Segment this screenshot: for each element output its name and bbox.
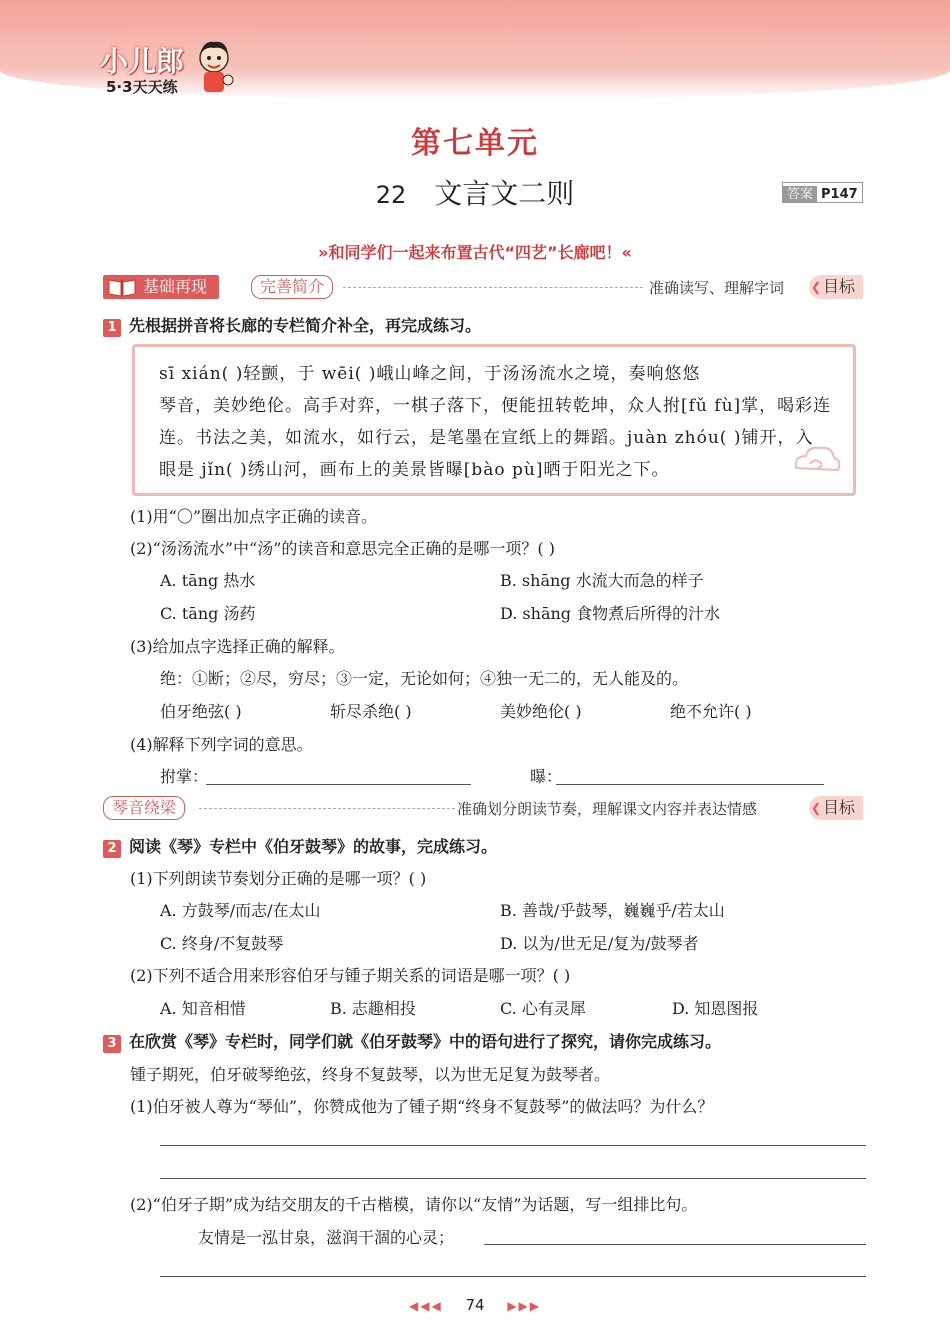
lesson-name: 文言文二则 (434, 177, 575, 210)
question-3-heading (103, 1029, 721, 1053)
option-a[interactable]: A. 方鼓琴/而志/在太山 (160, 901, 321, 920)
option-a[interactable]: A. 知音相惜 (160, 999, 246, 1018)
right-arrows-icon: ▶▶▶ (507, 1299, 542, 1313)
option-d[interactable]: D. 以为/世无足/复为/鼓琴者 (500, 934, 699, 953)
unit-title: 第七单元 (411, 126, 539, 161)
option-a[interactable]: A. tāng 热水 (160, 571, 256, 590)
question-text: 先根据拼音将长廊的专栏简介补全，再完成练习。 (129, 316, 482, 335)
left-arrows-icon: ◀◀◀ (408, 1299, 443, 1313)
option-b[interactable]: B. shāng 水流大而急的样子 (500, 571, 704, 590)
open-book-icon (107, 277, 137, 297)
mascot-boy-icon (192, 38, 236, 98)
q3-quote: 锺子期死，伯牙破琴绝弦，终身不复鼓琴，以为世无足复为鼓琴者。 (130, 1065, 611, 1084)
brand-subtitle: 5·3天天练 (106, 78, 178, 96)
goal-tag: ❮ 目标 (809, 275, 863, 299)
option-d[interactable]: D. shāng 食物煮后所得的汁水 (500, 604, 721, 623)
answer-line[interactable] (206, 784, 471, 785)
blank-item[interactable]: 斩尽杀绝( ) (330, 702, 412, 721)
q3-sub2-start: 友情是一泓甘泉，滋润干涸的心灵； (198, 1228, 455, 1247)
passage-box (132, 344, 856, 496)
option-d[interactable]: D. 知恩图报 (672, 999, 759, 1018)
question-number: 2 (103, 840, 121, 858)
blank-item[interactable]: 绝不允许( ) (670, 702, 752, 721)
answer-reference (782, 182, 863, 203)
goal-text: 准确读写、理解字词 (649, 279, 785, 297)
section-bar-basics (103, 275, 863, 301)
page-footer (0, 1296, 950, 1314)
question-2-heading (103, 834, 497, 858)
answer-line[interactable] (160, 1276, 866, 1277)
q1-sub3: (3)给加点字选择正确的解释。 (130, 637, 345, 656)
blank-item[interactable]: 伯牙绝弦( ) (160, 702, 242, 721)
q1-sub1: (1)用“〇”圈出加点字正确的读音。 (130, 507, 378, 526)
option-b[interactable]: B. 志趣相投 (330, 999, 416, 1018)
q1-sub4: (4)解释下列字词的意思。 (130, 735, 313, 754)
term-label: 拊掌： (160, 767, 209, 786)
passage-line: 琴音，美妙绝伦。高手对弈，一棋子落下，便能扭转乾坤，众人拊[fǔ fù]掌，喝彩连 (159, 396, 832, 416)
option-c[interactable]: C. 心有灵犀 (500, 999, 586, 1018)
option-c[interactable]: C. tāng 汤药 (160, 604, 256, 623)
passage-line: 眼是 jǐn( )绣山河，画布上的美景皆曝[bào pù]晒于阳光之下。 (159, 460, 670, 480)
section-tag: 琴音绕梁 (103, 796, 185, 820)
blank-item[interactable]: 美妙绝伦( ) (500, 702, 582, 721)
page-number: 74 (465, 1296, 485, 1314)
section-tag (103, 275, 219, 299)
answer-line[interactable] (556, 784, 824, 785)
option-c[interactable]: C. 终身/不复鼓琴 (160, 934, 284, 953)
answer-line[interactable] (160, 1145, 866, 1146)
q2-sub2: (2)下列不适合用来形容伯牙与锺子期关系的词语是哪一项？( ) (130, 966, 571, 985)
activity-banner: »和同学们一起来布置古代“四艺”长廊吧！« (318, 243, 632, 262)
brand-logo: 小儿郎 (100, 45, 185, 78)
answer-line[interactable] (484, 1244, 866, 1245)
question-number: 3 (103, 1035, 121, 1053)
answer-page: P147 (821, 187, 858, 202)
goal-text: 准确划分朗读节奏，理解课文内容并表达情感 (457, 800, 758, 818)
section-bar-qin (103, 796, 863, 822)
q1-sub3-definitions: 绝：①断；②尽，穷尽；③一定，无论如何；④独一无二的，无人能及的。 (160, 669, 689, 688)
q3-sub2: (2)“伯牙子期”成为结交朋友的千古楷模，请你以“友情”为话题，写一组排比句。 (130, 1195, 698, 1214)
cloud-pattern-icon (790, 440, 842, 476)
q3-sub1: (1)伯牙被人尊为“琴仙”，你赞成他为了锺子期“终身不复鼓琴”的做法吗？为什么？ (130, 1097, 714, 1116)
term-label: 曝： (530, 767, 563, 786)
answer-label: 答案 (783, 186, 817, 203)
goal-tag: ❮ 目标 (809, 796, 863, 820)
lesson-number: 22 (375, 181, 407, 209)
q2-sub1: (1)下列朗读节奏划分正确的是哪一项？( ) (130, 869, 427, 888)
option-b[interactable]: B. 善哉/乎鼓琴，巍巍乎/若太山 (500, 901, 725, 920)
question-number: 1 (103, 319, 121, 337)
answer-line[interactable] (160, 1178, 866, 1179)
passage-line: sī xián( )轻颤，于 wēi( )峨山峰之间，于汤汤流水之境，奏响悠悠 (159, 364, 701, 384)
divider (343, 287, 643, 288)
question-text: 在欣赏《琴》专栏时，同学们就《伯牙鼓琴》中的语句进行了探究，请你完成练习。 (129, 1032, 722, 1051)
question-1-heading (103, 313, 481, 337)
sub-tag: 完善简介 (251, 275, 333, 299)
divider (199, 808, 455, 809)
question-text: 阅读《琴》专栏中《伯牙鼓琴》的故事，完成练习。 (129, 837, 498, 856)
q1-sub2: (2)“汤汤流水”中“汤”的读音和意思完全正确的是哪一项？( ) (130, 539, 555, 558)
passage-line: 连。书法之美，如流水，如行云，是笔墨在宣纸上的舞蹈。juàn zhóu( )铺开，入 (159, 428, 814, 448)
section-tag-label: 基础再现 (143, 277, 208, 296)
